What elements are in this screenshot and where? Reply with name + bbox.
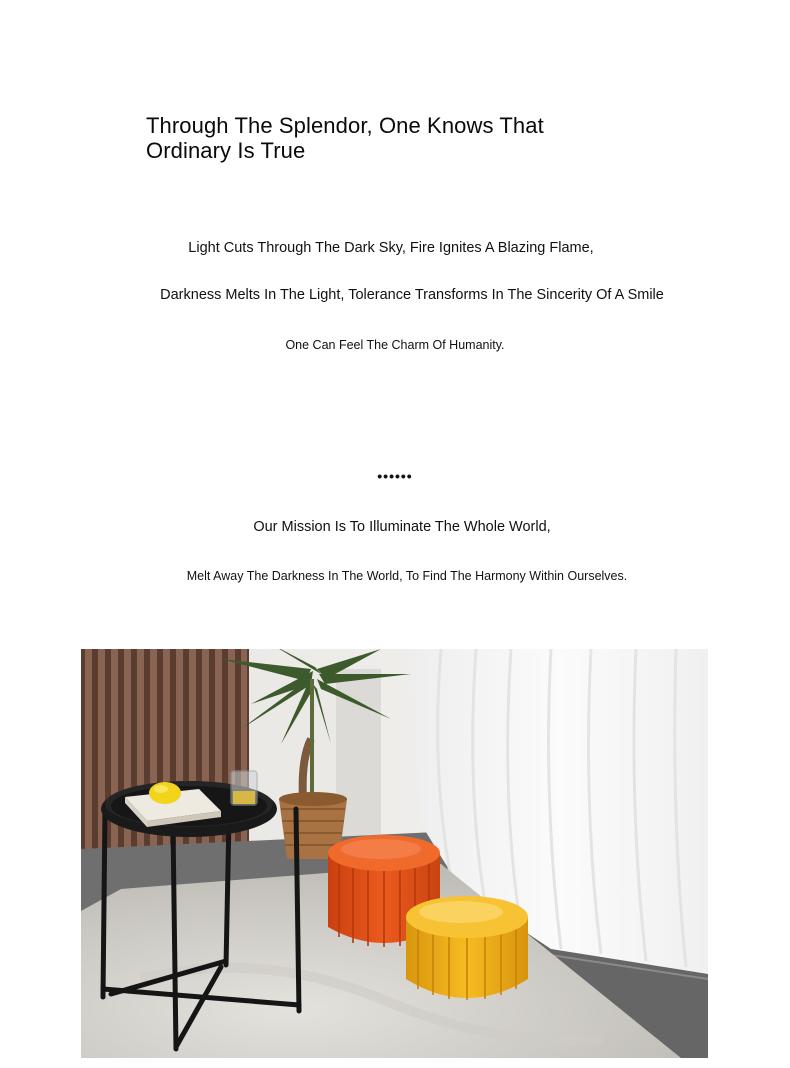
tagline-3: One Can Feel The Charm Of Humanity. — [285, 338, 505, 352]
tagline-1: Light Cuts Through The Dark Sky, Fire Ignites A Blazing Flame, — [188, 240, 594, 256]
headline-line-2: Ordinary Is True — [146, 138, 306, 163]
mission-line-1: Our Mission Is To Illuminate The Whole World, — [253, 519, 551, 535]
product-photo-scene — [81, 649, 708, 1058]
mission-line-2: Melt Away The Darkness In The World, To Find The Harmony Within Ourselves. — [186, 569, 628, 583]
product-photo — [81, 649, 708, 1058]
headline — [146, 113, 626, 163]
yellow-ottoman — [406, 896, 528, 1000]
headline-line-1: Through The Splendor, One Knows That — [146, 113, 544, 138]
ellipsis-divider: •••••• — [377, 468, 413, 484]
tagline-2: Darkness Melts In The Light, Tolerance Transforms In The Sincerity Of A Smile — [160, 287, 664, 303]
